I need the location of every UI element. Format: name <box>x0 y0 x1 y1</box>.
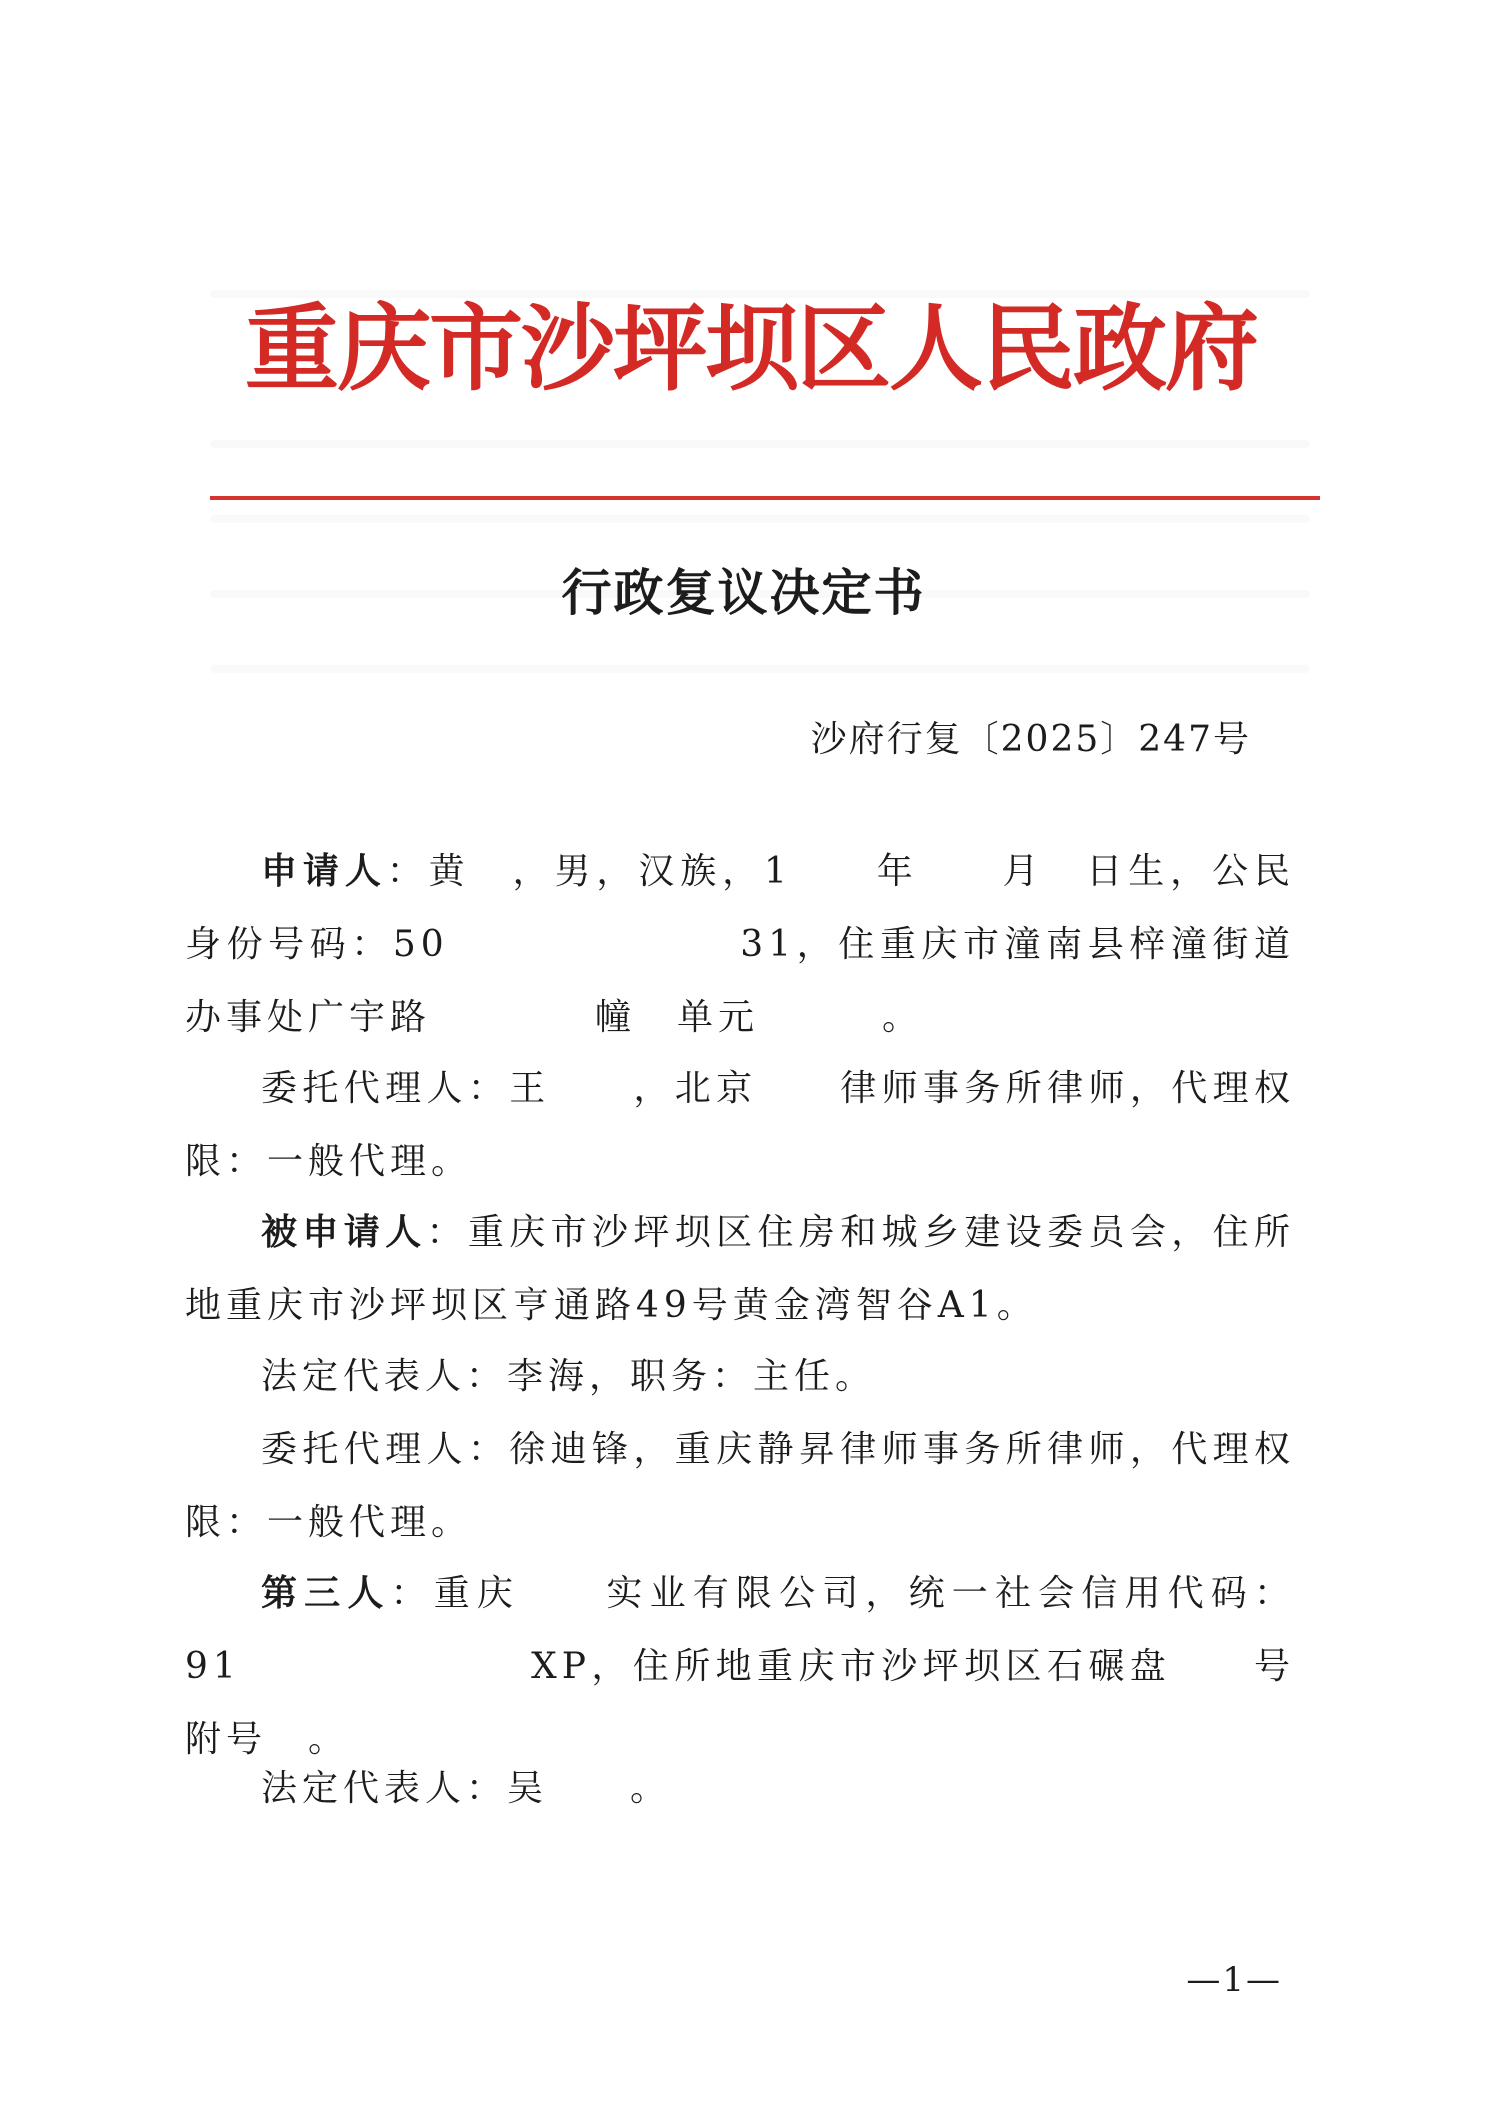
bleed-through <box>210 665 1310 673</box>
header-red-rule <box>210 496 1320 500</box>
respondent-label: 被申请人 <box>261 1211 427 1253</box>
third-party-rep-text: 法定代表人：吴 。 <box>261 1768 672 1809</box>
applicant-agent-text: 委托代理人：王 ，北京 律师事务所律师，代理权限：一般代理。 <box>185 1068 1295 1182</box>
applicant-label: 申请人 <box>261 850 387 892</box>
applicant-paragraph <box>185 835 1295 1054</box>
respondent-paragraph <box>185 1196 1295 1342</box>
document-title: 行政复议决定书 <box>561 563 926 622</box>
third-party-text: ：重庆 实业有限公司，统一社会信用代码：91 XP，住所地重庆市沙坪坝区石碾盘 号附号 。 <box>185 1573 1295 1760</box>
applicant-text: ：黄 ，男，汉族，1 年 月 日生，公民身份号码：50 31，住重庆市潼南县梓潼街道办事处广宇路 幢 单元 。 <box>185 851 1295 1038</box>
respondent-agent-paragraph <box>185 1413 1295 1559</box>
third-party-rep-paragraph <box>185 1752 1295 1825</box>
third-party-paragraph <box>185 1557 1295 1776</box>
applicant-agent-paragraph <box>185 1052 1295 1198</box>
respondent-rep-paragraph <box>185 1340 1295 1413</box>
document-number: 沙府行复〔2025〕247号 <box>810 719 1251 760</box>
issuing-authority-title: 重庆市沙坪坝区人民政府 <box>245 295 1258 404</box>
page-number: —1— <box>1186 1960 1282 2000</box>
respondent-agent-text: 委托代理人：徐迪锋，重庆静昇律师事务所律师，代理权限：一般代理。 <box>185 1429 1295 1543</box>
respondent-text: ：重庆市沙坪坝区住房和城乡建设委员会，住所地重庆市沙坪坝区亨通路49号黄金湾智谷A1。 <box>185 1212 1295 1326</box>
bleed-through <box>210 515 1310 523</box>
bleed-through <box>210 440 1310 448</box>
respondent-rep-text: 法定代表人：李海，职务：主任。 <box>261 1356 877 1397</box>
third-party-label: 第三人 <box>261 1572 391 1614</box>
